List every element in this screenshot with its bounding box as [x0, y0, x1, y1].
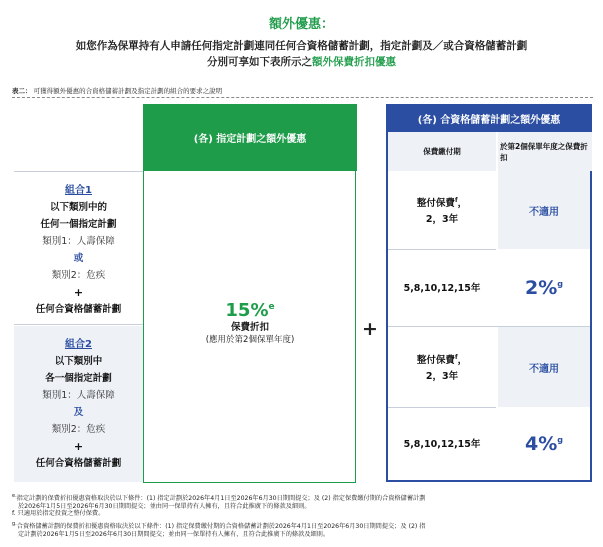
row-2-value — [498, 252, 590, 324]
combination-2 — [14, 326, 143, 482]
combo-2-category-1: 類別1：人壽保障 — [42, 390, 115, 401]
footnote-f — [12, 510, 592, 518]
combo-2-category-2: 類別2：危疾 — [51, 424, 106, 435]
footnote-e-mark: e. — [12, 493, 17, 499]
footnote-e — [12, 492, 592, 511]
footnote-g-ref: g — [557, 435, 563, 445]
row-3-term-line-2: 2，3年 — [425, 370, 459, 382]
row-1-term — [388, 171, 496, 249]
combo-divider-top — [14, 171, 143, 172]
intro-highlight: 額外保費折扣優惠 — [312, 56, 396, 68]
designated-discount: 15% — [225, 300, 269, 321]
combo-1-or: 或 — [73, 253, 84, 264]
row-3-not-applicable: 不適用 — [529, 363, 559, 375]
row-3-term — [388, 327, 496, 407]
footnote-g-mark: g. — [12, 521, 17, 527]
page-title: 額外優惠： — [268, 17, 334, 32]
combo-1-line-1: 以下類別中的 — [49, 202, 107, 213]
row-2-discount-value: 2% — [525, 277, 558, 299]
designated-discount-value — [143, 300, 357, 321]
designated-discount-label: 保費折扣 — [230, 322, 269, 333]
table-caption — [12, 86, 222, 95]
row-1-value — [498, 171, 590, 249]
footnote-g-line-2: 定計劃於2026年1月5日至2026年6月30日期間提交；並由同一保單持有人擁有，且符合此推廣下的條款及細則。 — [18, 531, 330, 539]
combo-1-category-2: 類別2：危疾 — [51, 270, 106, 281]
combo-1-plus: + — [73, 286, 84, 299]
footnote-g-line-1: 合資格儲蓄計劃的保費折扣優惠資格取決於以下條件：(1) 指定保費繳付期的合資格儲蓄計劃於2026年4月1日至2026年6月30日期間提交；及 (2) 指 — [16, 523, 426, 531]
row-1-not-applicable: 不適用 — [529, 206, 559, 218]
combo-divider — [14, 324, 143, 325]
row-3-term-text: 整付保費 — [416, 355, 455, 367]
caption-text: 可獲得額外優惠的合資格儲蓄計劃及指定計劃的組合的要求之說明 — [33, 87, 223, 95]
footnote-g-ref: g — [557, 279, 563, 289]
combination-1 — [14, 174, 143, 324]
designated-plan-header: (各) 指定計劃之額外優惠 — [143, 104, 357, 171]
row-4-value — [498, 410, 590, 478]
footnote-f-text: 只適用於指定投資之整付保費。 — [17, 510, 105, 517]
divider — [12, 97, 593, 98]
row-2-term: 5,8,10,12,15年 — [388, 250, 496, 326]
row-1-term-comma: ， — [457, 198, 468, 210]
row-4-term: 5,8,10,12,15年 — [388, 408, 496, 480]
row-4-discount-value: 4% — [525, 433, 558, 455]
intro-line-1: 如您作為保單持有人申請任何指定計劃連同任何合資格儲蓄計劃，指定計劃及／或合資格儲蓄計劃 — [75, 40, 528, 52]
footnote-f-mark: f. — [12, 510, 16, 517]
combo-2-savings: 任何合資格儲蓄計劃 — [35, 458, 122, 469]
combo-2-line-1: 以下類別中 — [54, 356, 103, 367]
combo-1-category-1: 類別1：人壽保障 — [42, 236, 115, 247]
footnote-e-line-1: 指定計劃的保費折扣優惠資格取決於以下條件：(1) 指定計劃於2026年4月1日至2026年6月30日期間提交；及 (2) 指定保費繳付期的合資格儲蓄計劃 — [16, 495, 426, 503]
designated-plan-offer — [143, 300, 357, 346]
combo-1-savings: 任何合資格儲蓄計劃 — [35, 304, 122, 315]
combo-2-plus: + — [73, 440, 84, 453]
intro-line-2 — [0, 54, 603, 70]
combo-1-heading: 組合1 — [65, 185, 92, 196]
intro-text — [0, 38, 603, 70]
combo-2-and: 及 — [73, 407, 84, 418]
plus-sign: + — [362, 318, 378, 340]
row-1-term-line-2: 2，3年 — [425, 213, 459, 225]
combo-2-line-2: 各一個指定計劃 — [45, 373, 112, 384]
intro-line-2-prefix: 分別可享如下表所示之 — [207, 56, 312, 68]
column-header-premium-term: 保費繳付期 — [388, 132, 496, 171]
row-4-discount — [525, 433, 563, 455]
row-3-term-comma: ， — [457, 355, 468, 367]
combo-2-heading: 組合2 — [65, 339, 92, 350]
footnote-e-line-2: 於2026年1月5日至2026年6月30日期間提交；並由同一保單持有人擁有，且符合此推廣下的條款及細則。 — [18, 503, 311, 511]
column-header-discount: 於第2個保單年度之保費折扣 — [498, 132, 592, 171]
caption-label: 表二： — [12, 87, 32, 95]
designated-discount-sublabel: (應用於第2個保單年度) — [205, 335, 295, 345]
row-3-value — [498, 327, 590, 407]
footnote-e-ref: e — [268, 302, 275, 312]
footnote-f-ref: f — [454, 197, 458, 205]
combo-1-line-2: 任何一個指定計劃 — [40, 219, 117, 230]
footnote-g — [12, 520, 592, 539]
savings-plan-header: (各) 合資格儲蓄計劃之額外優惠 — [386, 104, 592, 132]
footnote-f-ref: f — [454, 354, 458, 362]
row-1-term-text: 整付保費 — [416, 198, 455, 210]
row-2-discount — [525, 277, 563, 299]
